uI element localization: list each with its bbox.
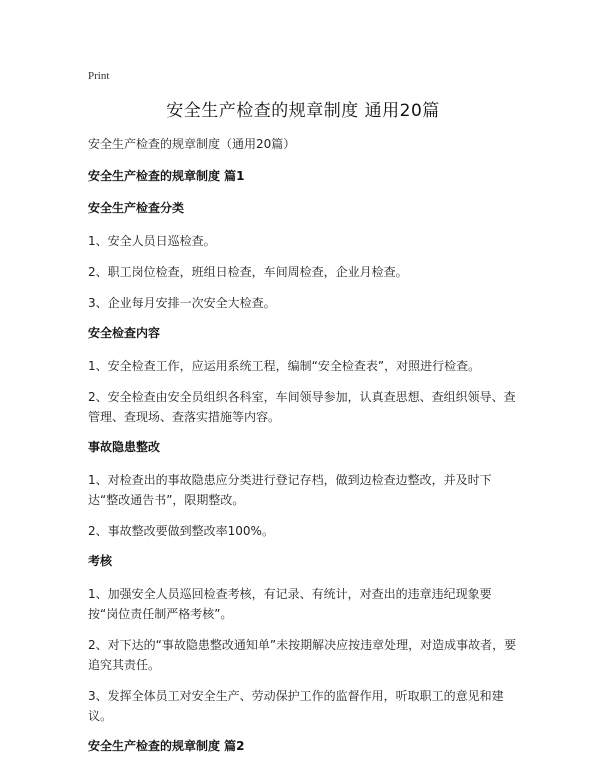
assessment-item-3: 3、发挥全体员工对安全生产、劳动保护工作的监督作用，听取职工的意见和建议。: [88, 689, 504, 723]
document-page: [88, 70, 518, 769]
content-item-1: 1、安全检查工作，应运用系统工程，编制“安全检查表”，对照进行检查。: [88, 359, 481, 373]
section1-heading: 安全生产检查的规章制度 篇1: [88, 169, 245, 183]
document-title: 安全生产检查的规章制度 通用20篇: [166, 101, 440, 121]
rectification-item-2: 2、事故整改要做到整改率100%。: [88, 524, 274, 538]
assessment-item-1: 1、加强安全人员巡回检查考核，有记录、有统计，对查出的违章违纪现象要按“岗位责任制严格考核”。: [88, 587, 492, 621]
section2-heading: 安全生产检查的规章制度 篇2: [88, 739, 245, 753]
rectification-heading: 事故隐患整改: [88, 440, 161, 454]
assessment-heading: 考核: [88, 554, 113, 568]
classification-item-2: 2、职工岗位检查，班组日检查，车间周检查，企业月检查。: [88, 265, 408, 279]
content-item-2: 2、安全检查由安全员组织各科室，车间领导参加，认真查思想、查组织领导、查管理、查现场、查落实措施等内容。: [88, 390, 516, 424]
rectification-item-1: 1、对检查出的事故隐患应分类进行登记存档，做到边检查边整改，并及时下达“整改通告书”，限期整改。: [88, 473, 492, 507]
classification-item-3: 3、企业每月安排一次安全大检查。: [88, 296, 276, 310]
content-heading: 安全检查内容: [88, 326, 161, 340]
classification-item-1: 1、安全人员日巡检查。: [88, 234, 216, 248]
assessment-item-2: 2、对下达的“事故隐患整改通知单”未按期解决应按违章处理，对造成事故者，要追究其责任。: [88, 638, 517, 672]
print-label: Print: [88, 70, 110, 82]
document-subtitle: 安全生产检查的规章制度（通用20篇）: [88, 137, 296, 151]
classification-heading: 安全生产检查分类: [88, 201, 185, 215]
